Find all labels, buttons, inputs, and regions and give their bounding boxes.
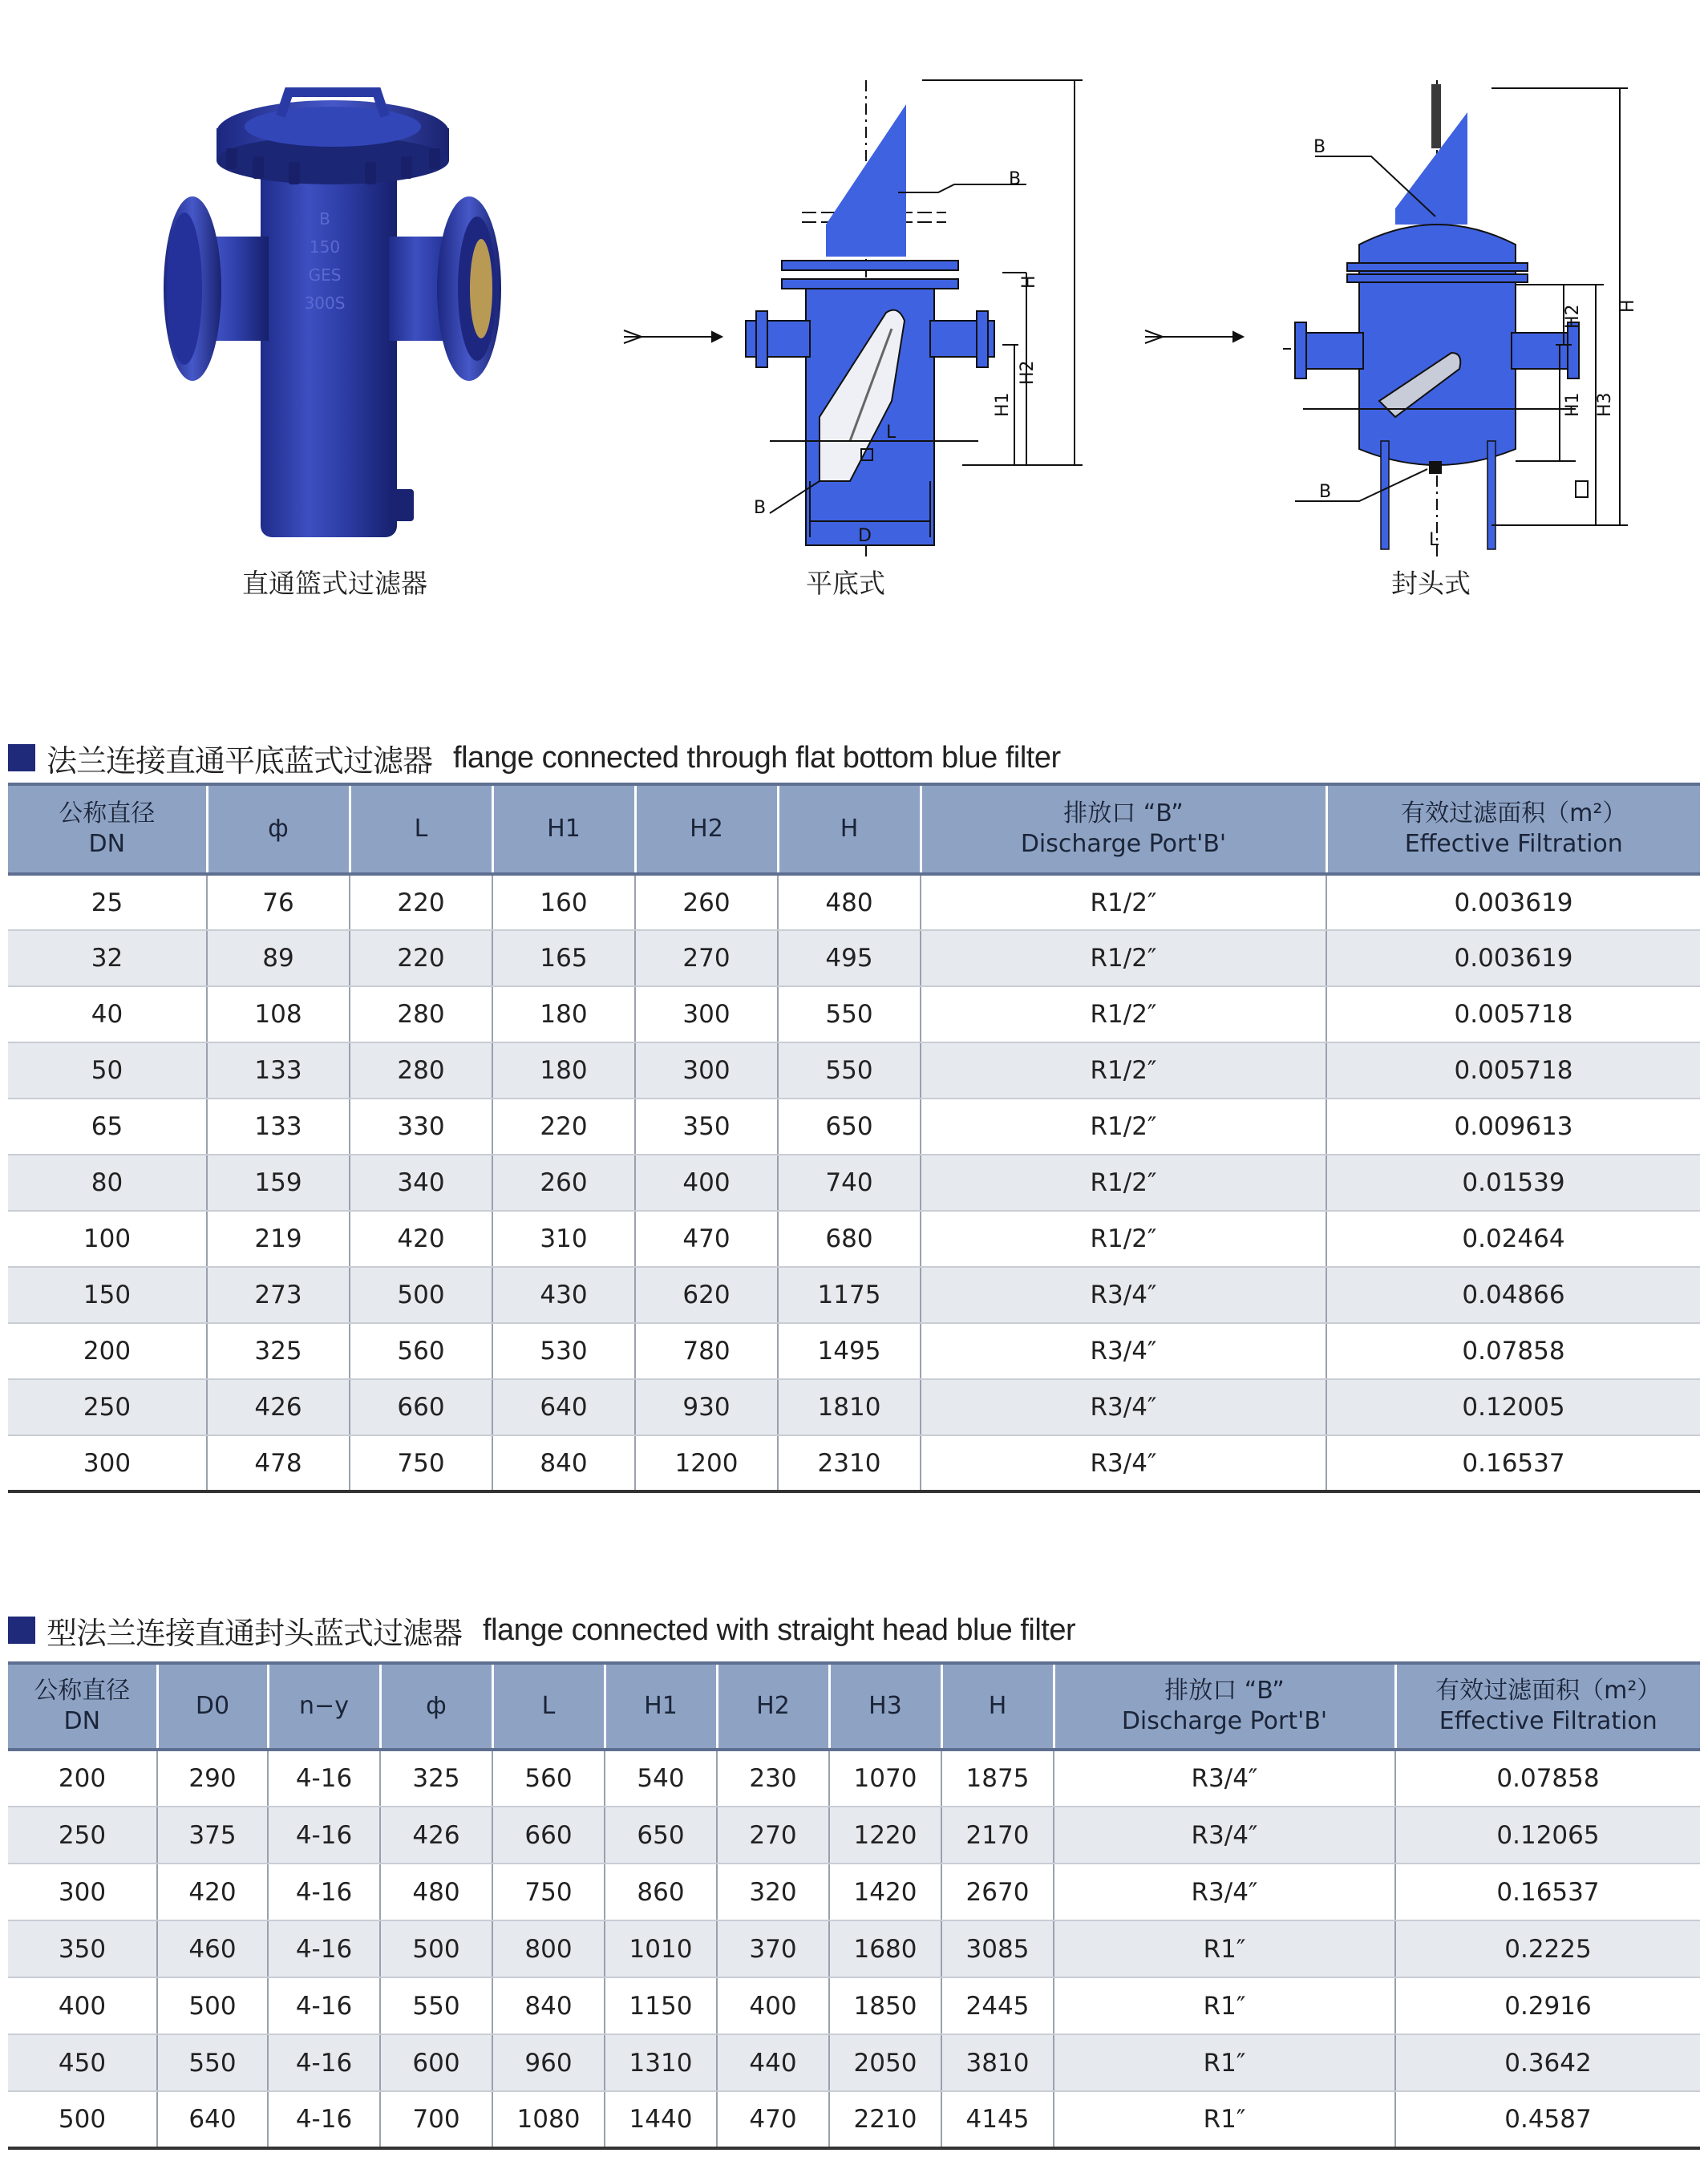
table-cell: 1080 <box>492 2091 605 2148</box>
table-cell: 3085 <box>941 1920 1054 1977</box>
table-cell: 0.005718 <box>1326 1042 1700 1099</box>
table-cell: 430 <box>492 1267 635 1323</box>
table-cell: 1150 <box>605 1977 717 2034</box>
table-cell: 1175 <box>778 1267 921 1323</box>
dished-head-spec-table <box>8 1661 1700 2150</box>
table-cell: 325 <box>380 1750 492 1807</box>
dished-head-drawing <box>1139 64 1668 561</box>
table-cell: 478 <box>207 1435 350 1491</box>
flat-label-h2: H2 <box>1018 360 1038 385</box>
table-cell: 0.16537 <box>1326 1435 1700 1491</box>
table-cell: 0.3642 <box>1395 2034 1700 2091</box>
table-cell: 4-16 <box>268 1864 380 1920</box>
table-cell: 800 <box>492 1920 605 1977</box>
column-header-line: 公称直径 <box>59 799 156 828</box>
table-cell: 200 <box>8 1750 157 1807</box>
table-cell: 89 <box>207 930 350 986</box>
table-cell: 280 <box>350 1042 492 1099</box>
casting-text-4: 300S <box>304 293 346 313</box>
table-row <box>8 1211 1700 1267</box>
column-header <box>268 1663 380 1750</box>
column-header <box>921 784 1326 874</box>
head-label-b-bottom: B <box>1319 482 1332 502</box>
table-cell: 680 <box>778 1211 921 1267</box>
casting-text-1: B <box>319 209 330 229</box>
head-label-h1: H1 <box>1563 392 1583 417</box>
table-cell: 1200 <box>635 1435 778 1491</box>
head-label-h3: H3 <box>1595 392 1615 417</box>
table-cell: 650 <box>605 1807 717 1864</box>
table-cell: 1440 <box>605 2091 717 2148</box>
table-cell: R1/2″ <box>921 986 1326 1042</box>
table-row <box>8 1323 1700 1379</box>
table-cell: 2310 <box>778 1435 921 1491</box>
table-header-row <box>8 1663 1700 1750</box>
table-cell: 260 <box>635 874 778 930</box>
table-cell: 270 <box>717 1807 829 1864</box>
table-cell: R1/2″ <box>921 874 1326 930</box>
table-cell: 1010 <box>605 1920 717 1977</box>
column-header-line: H <box>988 1692 1007 1720</box>
column-header <box>1395 1663 1700 1750</box>
table-row <box>8 986 1700 1042</box>
table-cell: 840 <box>492 1977 605 2034</box>
table-row <box>8 1977 1700 2034</box>
flat-label-h1: H1 <box>993 392 1013 417</box>
table-cell: 0.12065 <box>1395 1807 1700 1864</box>
table-cell: 600 <box>380 2034 492 2091</box>
table-cell: 660 <box>350 1379 492 1435</box>
column-header-line: 排放口 “B” <box>1164 1677 1285 1705</box>
table-cell: 2210 <box>829 2091 941 2148</box>
table-cell: 480 <box>778 874 921 930</box>
table-cell: 40 <box>8 986 207 1042</box>
table-cell: R1″ <box>1054 2034 1395 2091</box>
table-cell: 220 <box>350 930 492 986</box>
table-row <box>8 1155 1700 1211</box>
table-cell: R3/4″ <box>921 1435 1326 1491</box>
table-cell: 25 <box>8 874 207 930</box>
table-cell: 250 <box>8 1379 207 1435</box>
table-row <box>8 1379 1700 1435</box>
section1-title-cn: 法兰连接直通平底蓝式过滤器 <box>47 743 433 779</box>
table-cell: 100 <box>8 1211 207 1267</box>
table-cell: 4-16 <box>268 1920 380 1977</box>
table-cell: 4-16 <box>268 2091 380 2148</box>
casting-text-3: GES <box>308 265 342 285</box>
column-header-line: Effective Filtration <box>1439 1707 1657 1735</box>
table-cell: 165 <box>492 930 635 986</box>
table-cell: R3/4″ <box>921 1379 1326 1435</box>
table-cell: 65 <box>8 1099 207 1155</box>
table-cell: 860 <box>605 1864 717 1920</box>
table-cell: 640 <box>157 2091 268 2148</box>
table-cell: 930 <box>635 1379 778 1435</box>
table-cell: 650 <box>778 1099 921 1155</box>
table-cell: 2445 <box>941 1977 1054 2034</box>
column-header-line: H1 <box>644 1692 678 1720</box>
table-cell: R3/4″ <box>1054 1864 1395 1920</box>
photo-caption: 直通篮式过滤器 <box>242 568 427 599</box>
column-header <box>8 784 207 874</box>
table-cell: 300 <box>635 986 778 1042</box>
column-header <box>157 1663 268 1750</box>
table-cell: 0.07858 <box>1395 1750 1700 1807</box>
table-cell: 350 <box>8 1920 157 1977</box>
flat-label-h: H <box>1019 275 1039 289</box>
table-cell: 290 <box>157 1750 268 1807</box>
column-header-line: D0 <box>195 1692 230 1720</box>
table-cell: 740 <box>778 1155 921 1211</box>
table-cell: R1/2″ <box>921 1042 1326 1099</box>
table-cell: R3/4″ <box>1054 1750 1395 1807</box>
table-cell: 0.02464 <box>1326 1211 1700 1267</box>
table-cell: 370 <box>717 1920 829 1977</box>
column-header <box>605 1663 717 1750</box>
table-cell: 200 <box>8 1323 207 1379</box>
head-label-l: L <box>1429 530 1439 550</box>
table-cell: R1/2″ <box>921 1155 1326 1211</box>
table-cell: 32 <box>8 930 207 986</box>
column-header-line: Discharge Port'B' <box>1121 1707 1328 1735</box>
head-caption: 封头式 <box>1391 568 1471 599</box>
table-cell: 450 <box>8 2034 157 2091</box>
table-cell: R1″ <box>1054 1977 1395 2034</box>
table-cell: R1/2″ <box>921 930 1326 986</box>
column-header <box>941 1663 1054 1750</box>
column-header <box>778 784 921 874</box>
table-cell: 495 <box>778 930 921 986</box>
table-cell: 750 <box>492 1864 605 1920</box>
column-header-line: Discharge Port'B' <box>1020 830 1227 858</box>
column-header <box>829 1663 941 1750</box>
table-cell: 159 <box>207 1155 350 1211</box>
column-header <box>380 1663 492 1750</box>
table-row <box>8 1920 1700 1977</box>
dished-head-diagram <box>1139 64 1668 565</box>
table-cell: 426 <box>380 1807 492 1864</box>
column-header-line: DN <box>88 830 126 858</box>
column-header-line: L <box>541 1692 556 1720</box>
table-cell: 560 <box>492 1750 605 1807</box>
table-cell: 4-16 <box>268 1977 380 2034</box>
table-cell: R3/4″ <box>921 1323 1326 1379</box>
table-cell: 4145 <box>941 2091 1054 2148</box>
casting-text-2: 150 <box>309 237 341 257</box>
section-square-icon <box>8 1617 35 1644</box>
table-cell: 2670 <box>941 1864 1054 1920</box>
table-cell: 230 <box>717 1750 829 1807</box>
column-header-line: 公称直径 <box>34 1677 131 1705</box>
table-cell: 150 <box>8 1267 207 1323</box>
flat-label-b-top: B <box>1009 169 1022 189</box>
table-cell: 1875 <box>941 1750 1054 1807</box>
table-cell: R3/4″ <box>921 1267 1326 1323</box>
table-row <box>8 2034 1700 2091</box>
table-cell: 0.4587 <box>1395 2091 1700 2148</box>
table-cell: 0.005718 <box>1326 986 1700 1042</box>
table-cell: 220 <box>350 874 492 930</box>
table-cell: 320 <box>717 1864 829 1920</box>
section2-title-cn: 型法兰连接直通封头蓝式过滤器 <box>47 1615 463 1651</box>
table-cell: 350 <box>635 1099 778 1155</box>
table-cell: 550 <box>157 2034 268 2091</box>
table-cell: 1850 <box>829 1977 941 2034</box>
table-cell: 840 <box>492 1435 635 1491</box>
table-cell: 530 <box>492 1323 635 1379</box>
table-cell: 470 <box>635 1211 778 1267</box>
flat-caption: 平底式 <box>806 568 885 599</box>
table-cell: 1070 <box>829 1750 941 1807</box>
column-header <box>1326 784 1700 874</box>
table-cell: 180 <box>492 986 635 1042</box>
table-cell: 640 <box>492 1379 635 1435</box>
table-cell: 660 <box>492 1807 605 1864</box>
table-row <box>8 1042 1700 1099</box>
table-cell: 0.16537 <box>1395 1864 1700 1920</box>
table-cell: 400 <box>717 1977 829 2034</box>
table-cell: 160 <box>492 874 635 930</box>
table-cell: 270 <box>635 930 778 986</box>
table-cell: 220 <box>492 1099 635 1155</box>
table-cell: 440 <box>717 2034 829 2091</box>
head-label-b-top: B <box>1313 137 1326 157</box>
table-cell: 280 <box>350 986 492 1042</box>
table-cell: 500 <box>350 1267 492 1323</box>
column-header-line: ф <box>426 1692 447 1720</box>
section1-title <box>8 738 1061 778</box>
column-header-line: H1 <box>547 815 581 843</box>
table-cell: 1680 <box>829 1920 941 1977</box>
table-cell: 550 <box>380 1977 492 2034</box>
column-header-line: H <box>840 815 859 843</box>
filter-photo <box>160 80 513 556</box>
head-label-h2: H2 <box>1563 304 1583 329</box>
column-header-line: L <box>414 815 428 843</box>
table-cell: 960 <box>492 2034 605 2091</box>
table-cell: 540 <box>605 1750 717 1807</box>
table-cell: 310 <box>492 1211 635 1267</box>
table-cell: 0.009613 <box>1326 1099 1700 1155</box>
column-header <box>207 784 350 874</box>
table-row <box>8 930 1700 986</box>
table-cell: 340 <box>350 1155 492 1211</box>
table-cell: 0.003619 <box>1326 930 1700 986</box>
table-cell: 133 <box>207 1099 350 1155</box>
flat-bottom-spec-table <box>8 783 1700 1493</box>
column-header-line: 排放口 “B” <box>1063 799 1184 828</box>
head-label-h: H <box>1618 299 1638 313</box>
table-cell: 180 <box>492 1042 635 1099</box>
table-row <box>8 1267 1700 1323</box>
table-cell: 2170 <box>941 1807 1054 1864</box>
table-cell: R1″ <box>1054 1920 1395 1977</box>
column-header <box>350 784 492 874</box>
table-cell: 76 <box>207 874 350 930</box>
table-cell: 426 <box>207 1379 350 1435</box>
table-cell: 4-16 <box>268 2034 380 2091</box>
table-cell: 330 <box>350 1099 492 1155</box>
table-row <box>8 1435 1700 1491</box>
table-cell: 260 <box>492 1155 635 1211</box>
flat-bottom-diagram <box>609 64 1107 565</box>
flat-bottom-drawing <box>609 64 1107 561</box>
table-cell: 500 <box>8 2091 157 2148</box>
table-cell: 1810 <box>778 1379 921 1435</box>
table-cell: 500 <box>157 1977 268 2034</box>
table-cell: 460 <box>157 1920 268 1977</box>
table-cell: 250 <box>8 1807 157 1864</box>
table-cell: 0.2916 <box>1395 1977 1700 2034</box>
table-cell: 133 <box>207 1042 350 1099</box>
table-row <box>8 2091 1700 2148</box>
column-header <box>1054 1663 1395 1750</box>
column-header <box>8 1663 157 1750</box>
column-header <box>635 784 778 874</box>
table-cell: 480 <box>380 1864 492 1920</box>
table-cell: 700 <box>380 2091 492 2148</box>
table-cell: 400 <box>635 1155 778 1211</box>
column-header <box>492 784 635 874</box>
table-cell: 219 <box>207 1211 350 1267</box>
table-cell: 80 <box>8 1155 207 1211</box>
table-cell: 0.2225 <box>1395 1920 1700 1977</box>
table-cell: 0.12005 <box>1326 1379 1700 1435</box>
table-cell: 750 <box>350 1435 492 1491</box>
table-cell: 108 <box>207 986 350 1042</box>
table-cell: 0.04866 <box>1326 1267 1700 1323</box>
table-cell: 1220 <box>829 1807 941 1864</box>
table-cell: 780 <box>635 1323 778 1379</box>
table-cell: 420 <box>350 1211 492 1267</box>
table-cell: 420 <box>157 1864 268 1920</box>
basket-strainer-photo <box>160 80 513 553</box>
table-row <box>8 1750 1700 1807</box>
table-cell: 0.01539 <box>1326 1155 1700 1211</box>
table-cell: 470 <box>717 2091 829 2148</box>
table-cell: 0.003619 <box>1326 874 1700 930</box>
table-cell: 50 <box>8 1042 207 1099</box>
section1-title-en: flange connected through flat bottom blue filter <box>453 740 1061 775</box>
table-cell: R1/2″ <box>921 1211 1326 1267</box>
column-header-line: H2 <box>756 1692 790 1720</box>
table-cell: 300 <box>635 1042 778 1099</box>
table-cell: 300 <box>8 1864 157 1920</box>
column-header <box>492 1663 605 1750</box>
table-cell: R1″ <box>1054 2091 1395 2148</box>
column-header <box>717 1663 829 1750</box>
table-cell: 400 <box>8 1977 157 2034</box>
table-cell: 620 <box>635 1267 778 1323</box>
section2-title-en: flange connected with straight head blue filter <box>483 1613 1076 1647</box>
column-header-line: H2 <box>690 815 723 843</box>
column-header-line: n−y <box>299 1692 349 1720</box>
column-header-line: ф <box>268 815 289 843</box>
table-row <box>8 874 1700 930</box>
table-cell: 1310 <box>605 2034 717 2091</box>
table-cell: 560 <box>350 1323 492 1379</box>
table-cell: R3/4″ <box>1054 1807 1395 1864</box>
table-cell: 4-16 <box>268 1807 380 1864</box>
column-header-line: 有效过滤面积（m²） <box>1401 799 1627 828</box>
section2-title <box>8 1610 1075 1650</box>
flat-label-d: D <box>858 526 872 546</box>
table-row <box>8 1099 1700 1155</box>
table-cell: R1/2″ <box>921 1099 1326 1155</box>
column-header-line: DN <box>63 1707 101 1735</box>
table-cell: 273 <box>207 1267 350 1323</box>
table-cell: 325 <box>207 1323 350 1379</box>
table-cell: 500 <box>380 1920 492 1977</box>
table-row <box>8 1864 1700 1920</box>
table-cell: 300 <box>8 1435 207 1491</box>
column-header-line: Effective Filtration <box>1404 830 1623 858</box>
table-cell: 1420 <box>829 1864 941 1920</box>
table-cell: 550 <box>778 986 921 1042</box>
flat-label-l: L <box>886 423 896 443</box>
table-cell: 0.07858 <box>1326 1323 1700 1379</box>
column-header-line: 有效过滤面积（m²） <box>1435 1677 1661 1705</box>
table-cell: 3810 <box>941 2034 1054 2091</box>
section-square-icon <box>8 744 35 771</box>
table-row <box>8 1807 1700 1864</box>
table-header-row <box>8 784 1700 874</box>
table-cell: 4-16 <box>268 1750 380 1807</box>
flat-label-b-bottom: B <box>754 498 767 518</box>
table-cell: 375 <box>157 1807 268 1864</box>
column-header-line: H3 <box>868 1692 902 1720</box>
table-cell: 2050 <box>829 2034 941 2091</box>
table-cell: 550 <box>778 1042 921 1099</box>
table-cell: 1495 <box>778 1323 921 1379</box>
